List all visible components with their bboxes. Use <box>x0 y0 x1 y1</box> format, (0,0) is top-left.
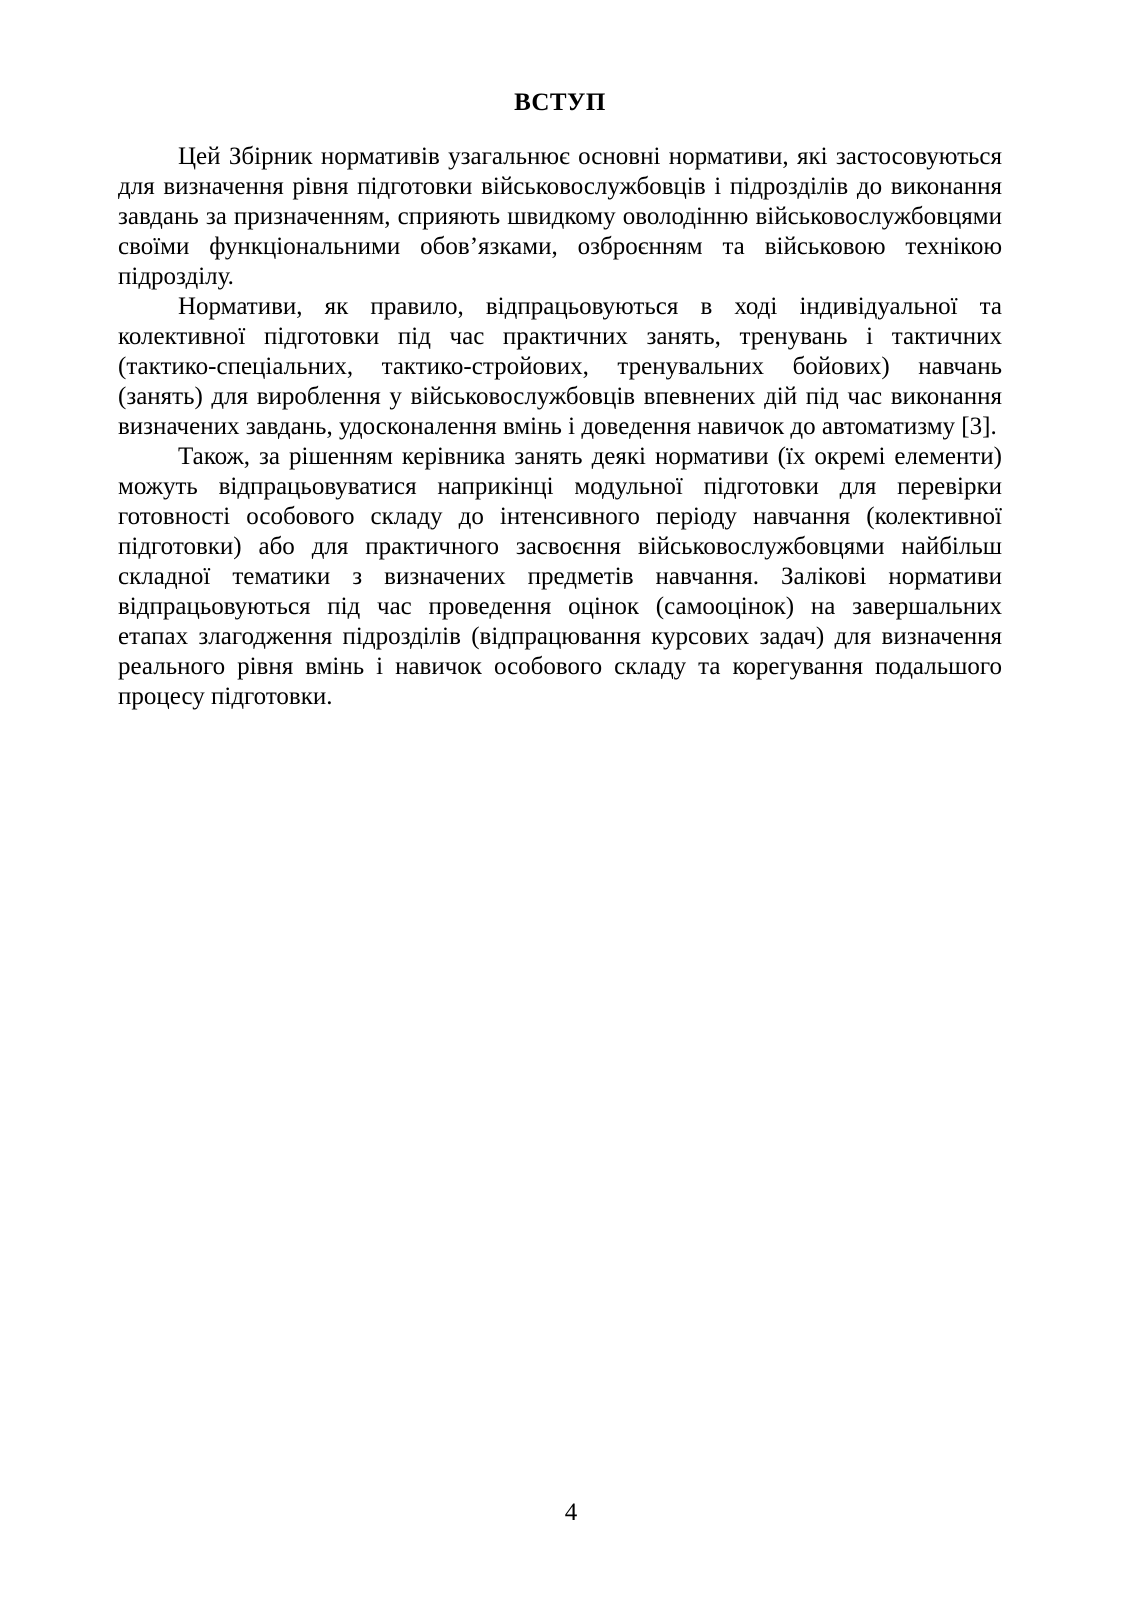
page-number: 4 <box>564 1499 578 1526</box>
document-body <box>118 88 1002 712</box>
body-paragraph-1: Цей Збірник нормативів узагальнює основні нормативи, які застосовуються для визначення рівня підготовки військовослужбовців і підрозділів до виконання завдань за призначенням, сприяють швидкому оволодінню військовослужбовцями своїми функціональними обов’язками, озброєнням та військовою технікою підрозділу. <box>118 143 1002 290</box>
body-paragraph-2: Нормативи, як правило, відпрацьовуються в ході індивідуальної та колективної підготовки під час практичних занять, тренувань і тактичних (тактико-спеціальних, тактико-стройових, тренувальних бойових) навчань (занять) для вироблення у військовослужбовців впевнених дій під час виконання визначених завдань, удосконалення вмінь і доведення навичок до автоматизму [3]. <box>118 293 1002 440</box>
page-title: ВСТУП <box>514 89 606 116</box>
body-paragraph-3: Також, за рішенням керівника занять деякі нормативи (їх окремі елементи) можуть відпрацьовуватися наприкінці модульної підготовки для перевірки готовності особового складу до інтенсивного періоду навчання (колективної підготовки) або для практичного засвоєння військовослужбовцями найбільш складної тематики з визначених предметів навчання. Залікові нормативи відпрацьовуються під час проведення оцінок (самооцінок) на завершальних етапах злагодження підрозділів (відпрацювання курсових задач) для визначення реального рівня вмінь і навичок особового складу та корегування подальшого процесу підготовки. <box>118 443 1002 710</box>
